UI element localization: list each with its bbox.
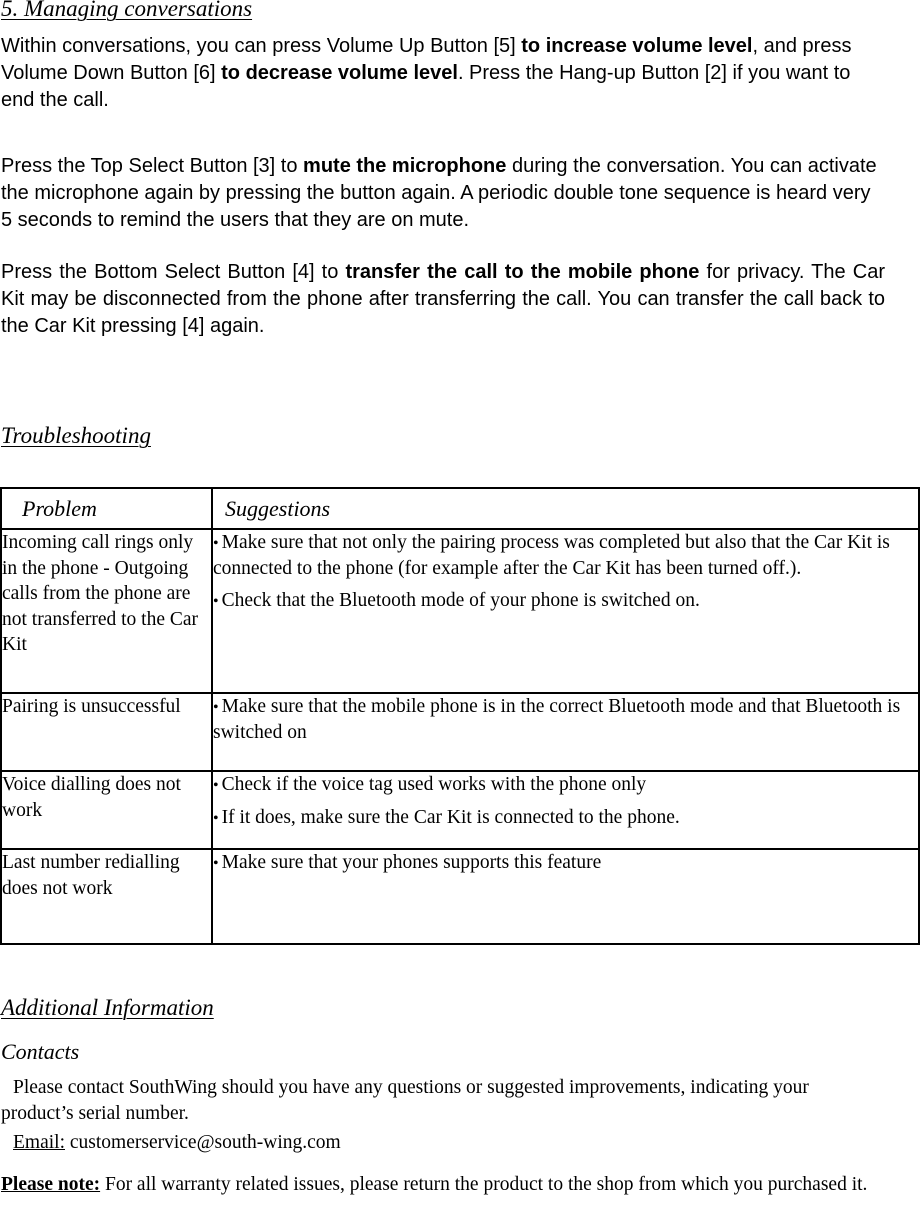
suggestion-item: • Make sure that the mobile phone is in the correct Bluetooth mode and that Bluetooth is switched on bbox=[213, 696, 901, 743]
note-label: Please note: bbox=[1, 1174, 101, 1195]
contacts-heading: Contacts bbox=[1, 1039, 80, 1064]
email-label: Email: bbox=[13, 1132, 65, 1153]
suggestions-cell bbox=[212, 693, 919, 771]
problem-cell: Voice dialling does not work bbox=[1, 771, 212, 849]
suggestion-item: • Make sure that not only the pairing process was completed but also that the Car Kit is connected to the phone (for example after the Car Kit has been turned off.). bbox=[213, 532, 890, 579]
paragraph-volume-controls: Within conversations, you can press Volume Up Button [5] to increase volume level, and press Volume Down Button [6] to decrease volume level. Press the Hang-up Button [2] if you want to end the call. bbox=[1, 35, 852, 111]
paragraph-mute-microphone: Press the Top Select Button [3] to mute the microphone during the conversation. You can activate the microphone again by pressing the button again. A periodic double tone sequence is heard very 5 seconds to remind the users that they are on mute. bbox=[1, 155, 877, 231]
table-row bbox=[1, 529, 919, 693]
bullet-icon: • bbox=[213, 777, 219, 794]
suggestion-item: • Make sure that your phones supports this feature bbox=[213, 852, 602, 873]
suggestion-item: • If it does, make sure the Car Kit is connected to the phone. bbox=[213, 807, 680, 828]
email-line bbox=[1, 1130, 893, 1156]
table-row bbox=[1, 849, 919, 944]
suggestion-item: • Check that the Bluetooth mode of your phone is switched on. bbox=[213, 590, 700, 611]
column-header-problem: Problem bbox=[1, 488, 212, 529]
problem-cell: Pairing is unsuccessful bbox=[1, 693, 212, 771]
contacts-text: Please contact SouthWing should you have any questions or suggested improvements, indicating your product’s serial number. bbox=[1, 1077, 809, 1124]
section-heading-additional-information: Additional Information bbox=[1, 995, 214, 1020]
problem-cell: Last number redialling does not work bbox=[1, 849, 212, 944]
section-heading-managing-conversations: 5. Managing conversations bbox=[1, 0, 253, 21]
section-heading-troubleshooting: Troubleshooting bbox=[1, 423, 151, 448]
paragraph-transfer-call: Press the Bottom Select Button [4] to transfer the call to the mobile phone for privacy. The Car Kit may be disconnected from the phone after transferring the call. You can transfer the call back to the Car Kit pressing [4] again. bbox=[1, 261, 885, 337]
table-row bbox=[1, 771, 919, 849]
problem-cell: Incoming call rings only in the phone - Outgoing calls from the phone are not transferred to the Car Kit bbox=[1, 529, 212, 693]
suggestions-cell bbox=[212, 771, 919, 849]
bullet-icon: • bbox=[213, 810, 219, 827]
warranty-note: Please note: For all warranty related issues, please return the product to the shop from which you purchased it. bbox=[1, 1174, 868, 1195]
suggestions-cell bbox=[212, 849, 919, 944]
bullet-icon: • bbox=[213, 855, 219, 872]
email-address[interactable]: customerservice@south-wing.com bbox=[65, 1132, 341, 1153]
troubleshooting-table bbox=[0, 487, 920, 945]
bullet-icon: • bbox=[213, 699, 219, 716]
column-header-suggestions: Suggestions bbox=[212, 488, 919, 529]
suggestion-item: • Check if the voice tag used works with the phone only bbox=[213, 774, 647, 795]
bullet-icon: • bbox=[213, 593, 219, 610]
bullet-icon: • bbox=[213, 535, 219, 552]
table-header-row bbox=[1, 488, 919, 529]
table-row bbox=[1, 693, 919, 771]
suggestions-cell bbox=[212, 529, 919, 693]
